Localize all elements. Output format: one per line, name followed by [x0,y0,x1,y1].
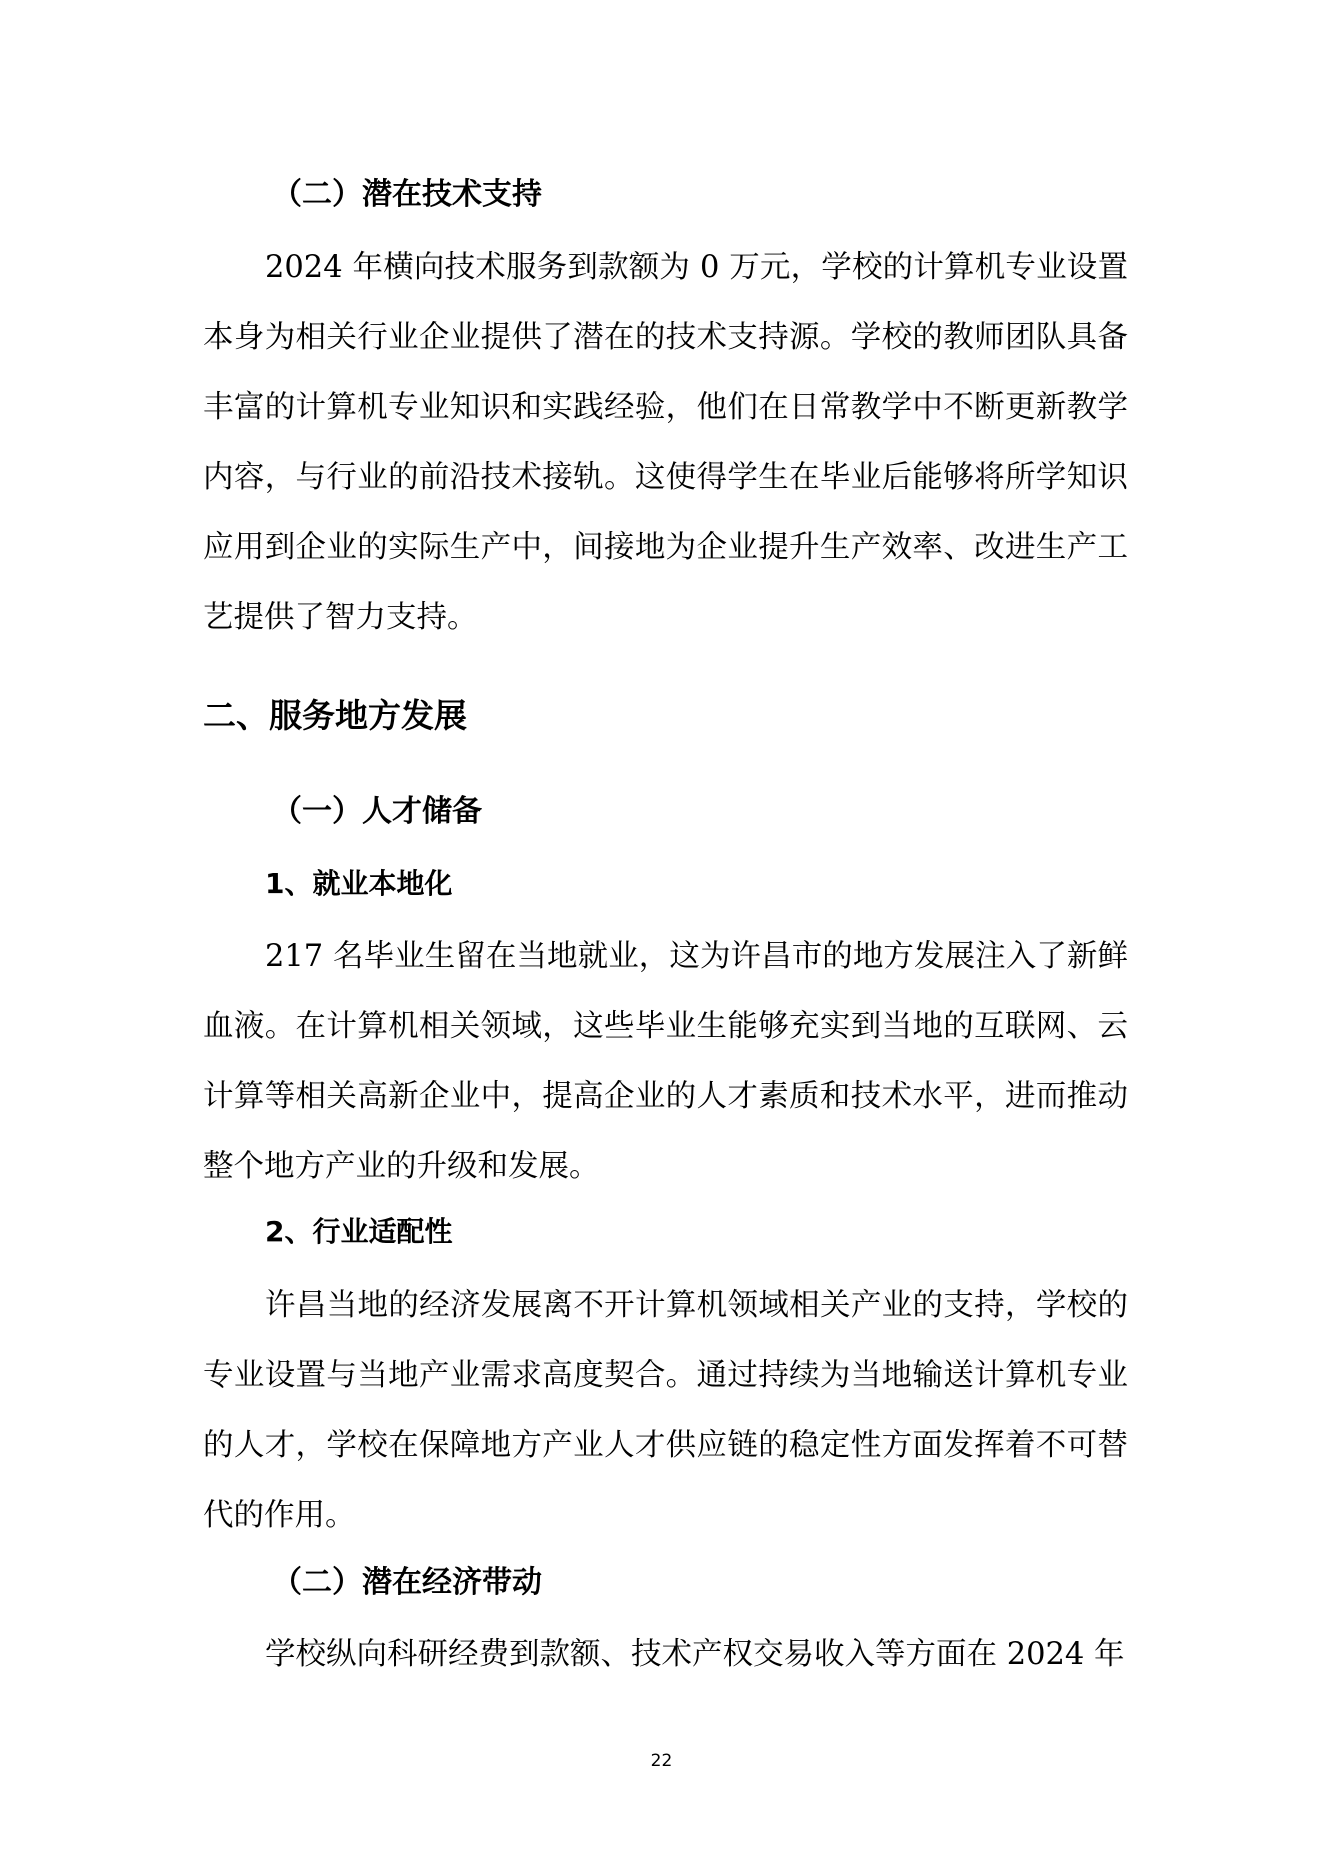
chapter-heading-serve-local-development: 二、服务地方发展 [203,696,467,735]
section-heading-potential-tech-support: （二）潜在技术支持 [272,177,542,212]
paragraph-local-employment: 217 名毕业生留在当地就业，这为许昌市的地方发展注入了新鲜血液。在计算机相关领域，这些毕业生能够充实到当地的互联网、云计算等相关高新企业中，提高企业的人才素质和技术水平，进而推动整个地方产业的升级和发展。 [203,939,1128,1184]
paragraph-tech-service: 2024 年横向技术服务到款额为 0 万元，学校的计算机专业设置本身为相关行业企业提供了潜在的技术支持源。学校的教师团队具备丰富的计算机专业知识和实践经验，他们在日常教学中不断更新教学内容，与行业的前沿技术接轨。这使得学生在毕业后能够将所学知识应用到企业的实际生产中，间接地为企业提升生产效率、改进生产工艺提供了智力支持。 [203,250,1128,635]
subsection-heading-industry-fit: 2、行业适配性 [265,1215,453,1248]
page-number: 22 [650,1751,673,1771]
section-heading-talent-reserve: （一）人才储备 [272,794,482,829]
subsection-heading-local-employment: 1、就业本地化 [265,867,453,900]
paragraph-economic-drive: 学校纵向科研经费到款额、技术产权交易收入等方面在 2024 年 [265,1637,1125,1672]
paragraph-industry-fit: 许昌当地的经济发展离不开计算机领域相关产业的支持，学校的专业设置与当地产业需求高度契合。通过持续为当地输送计算机专业的人才，学校在保障地方产业人才供应链的稳定性方面发挥着不可替代的作用。 [203,1288,1128,1533]
section-heading-potential-economic-drive: （二）潜在经济带动 [272,1565,542,1600]
